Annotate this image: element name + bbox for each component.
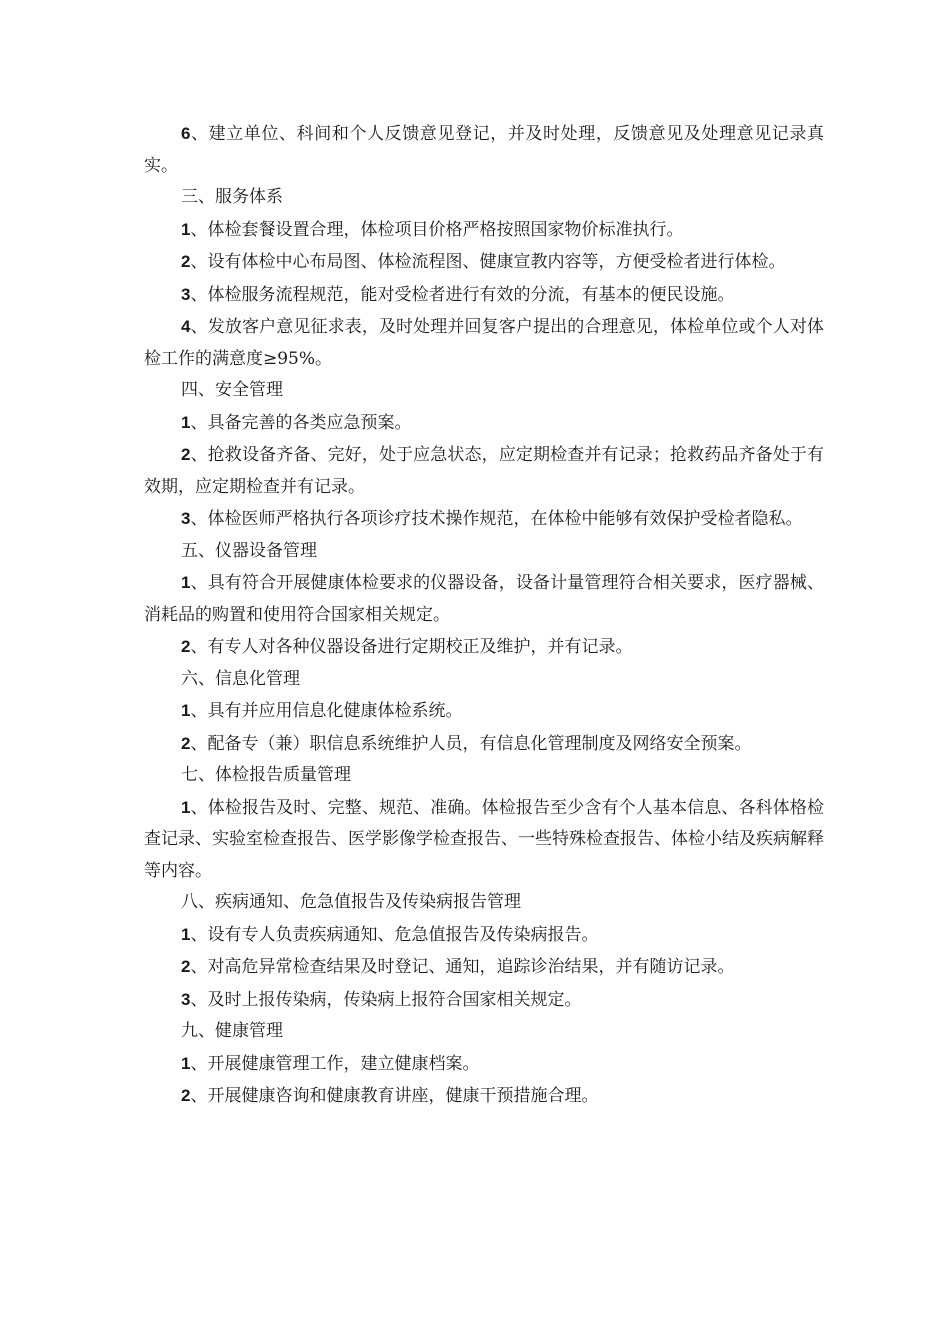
notification-item-2 bbox=[144, 951, 824, 984]
item-text: 、设有体检中心布局图、体检流程图、健康宣教内容等，方便受检者进行体检。 bbox=[190, 252, 786, 272]
item-number: 2 bbox=[181, 445, 191, 464]
health-management-item-1 bbox=[144, 1048, 824, 1081]
health-management-item-2 bbox=[144, 1080, 824, 1113]
section-heading-health-management: 九、健康管理 bbox=[181, 1021, 283, 1041]
item-text: 、抢救设备齐备、完好，处于应急状态，应定期检查并有记录；抢救药品齐备处于有效期，应定期检查并有记录。 bbox=[144, 445, 824, 497]
section-heading-service: 三、服务体系 bbox=[181, 187, 283, 207]
section-heading-report-quality: 七、体检报告质量管理 bbox=[181, 765, 351, 785]
item-number: 3 bbox=[181, 284, 191, 304]
service-item-4 bbox=[144, 311, 824, 375]
item-number: 1 bbox=[181, 412, 191, 432]
item-text: 、有专人对各种仪器设备进行定期校正及维护，并有记录。 bbox=[190, 637, 633, 657]
service-item-1 bbox=[144, 214, 824, 247]
safety-item-3 bbox=[144, 503, 824, 536]
safety-item-1 bbox=[144, 407, 824, 440]
item-number: 3 bbox=[181, 509, 191, 528]
item-text: 、开展健康咨询和健康教育讲座，健康干预措施合理。 bbox=[190, 1086, 599, 1106]
document-body bbox=[144, 118, 824, 1113]
section-heading-equipment: 五、仪器设备管理 bbox=[181, 540, 317, 561]
item-number: 1 bbox=[181, 797, 191, 817]
item-number: 3 bbox=[181, 989, 191, 1009]
equipment-item-2 bbox=[144, 631, 824, 664]
service-item-3 bbox=[144, 279, 824, 312]
safety-item-2 bbox=[144, 439, 824, 503]
item-number: 1 bbox=[181, 701, 191, 720]
item-number: 1 bbox=[181, 573, 191, 592]
item-number: 2 bbox=[181, 733, 191, 753]
item-number: 2 bbox=[181, 252, 191, 271]
section-heading-disease-notification: 八、疾病通知、危急值报告及传染病报告管理 bbox=[181, 892, 521, 912]
item-text: 、配备专（兼）职信息系统维护人员，有信息化管理制度及网络安全预案。 bbox=[190, 733, 752, 754]
item-text: 、体检医师严格执行各项诊疗技术操作规范，在体检中能够有效保护受检者隐私。 bbox=[190, 509, 803, 529]
item-text: 、建立单位、科间和个人反馈意见登记，并及时处理，反馈意见及处理意见记录真实。 bbox=[144, 124, 824, 176]
item-number: 2 bbox=[181, 957, 191, 976]
item-text: 、体检报告及时、完整、规范、准确。体检报告至少含有个人基本信息、各科体格检查记录、实验室检查报告、医学影像学检查报告、一些特殊检查报告、体检小结及疾病解释等内容。 bbox=[144, 797, 824, 881]
item-number: 4 bbox=[181, 317, 191, 336]
item-text: 、开展健康管理工作，建立健康档案。 bbox=[190, 1053, 480, 1074]
item-number: 1 bbox=[181, 219, 191, 239]
section-heading-safety: 四、安全管理 bbox=[181, 380, 283, 400]
section-heading-informatization: 六、信息化管理 bbox=[181, 668, 300, 689]
item-text: 、设有专人负责疾病通知、危急值报告及传染病报告。 bbox=[190, 924, 599, 945]
report-quality-item-1 bbox=[144, 792, 824, 888]
informatization-item-2 bbox=[144, 728, 824, 761]
item-text: 、及时上报传染病，传染病上报符合国家相关规定。 bbox=[190, 989, 582, 1010]
service-item-2 bbox=[144, 246, 824, 279]
item-text: 、发放客户意见征求表，及时处理并回复客户提出的合理意见，体检单位或个人对体检工作的满意度≥95%。 bbox=[144, 317, 824, 369]
informatization-item-1 bbox=[144, 695, 824, 728]
item-text: 、体检服务流程规范，能对受检者进行有效的分流，有基本的便民设施。 bbox=[190, 284, 735, 305]
item-text: 、具有符合开展健康体检要求的仪器设备，设备计量管理符合相关要求，医疗器械、消耗品的购置和使用符合国家相关规定。 bbox=[144, 573, 824, 625]
item-text: 、具备完善的各类应急预案。 bbox=[190, 412, 412, 433]
item-number: 1 bbox=[181, 1053, 191, 1073]
item-number: 2 bbox=[181, 1086, 191, 1105]
item-text: 、对高危异常检查结果及时登记、通知，追踪诊治结果，并有随访记录。 bbox=[190, 957, 735, 977]
item-text: 、体检套餐设置合理，体检项目价格严格按照国家物价标准执行。 bbox=[190, 219, 684, 240]
notification-item-1 bbox=[144, 919, 824, 952]
item-6-feedback bbox=[144, 118, 824, 182]
notification-item-3 bbox=[144, 984, 824, 1017]
item-number: 1 bbox=[181, 924, 191, 944]
equipment-item-1 bbox=[144, 567, 824, 631]
item-number: 6 bbox=[181, 124, 191, 143]
item-number: 2 bbox=[181, 637, 191, 656]
item-text: 、具有并应用信息化健康体检系统。 bbox=[190, 701, 463, 721]
